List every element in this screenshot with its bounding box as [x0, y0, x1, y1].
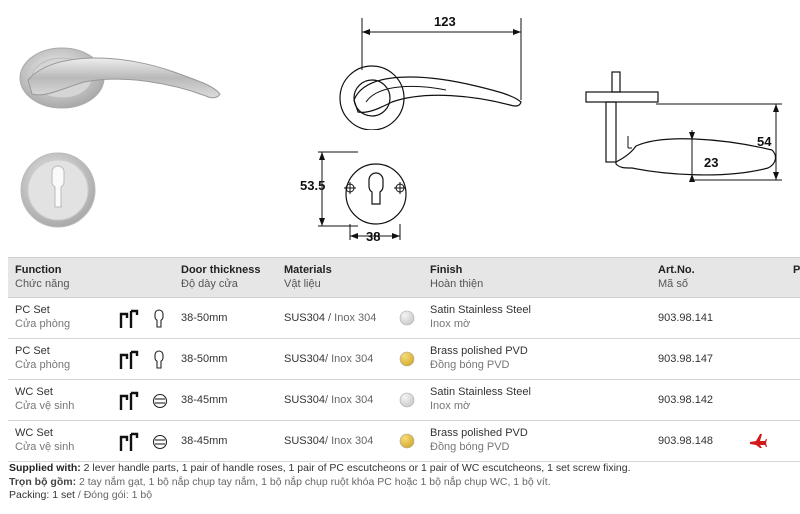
material-separator: / [324, 435, 332, 447]
product-table [8, 257, 800, 462]
header-thickness-en: Door thickness [181, 264, 261, 276]
cell-materials [284, 352, 373, 366]
table-header [8, 257, 800, 298]
material-main: SUS304 [284, 353, 325, 365]
header-function-en: Function [15, 264, 62, 276]
pc-rose-photo [18, 150, 98, 230]
cell-door-thickness: 38-50mm [181, 353, 228, 365]
note-packing-vi-label: / Đóng gói: [77, 489, 129, 501]
note-supplied [9, 462, 631, 476]
cell-materials [284, 434, 373, 448]
header-art-no [658, 263, 695, 291]
cell-function-icons [118, 349, 178, 371]
lever-handle-icon [118, 390, 140, 416]
function-vi: Cửa phòng [15, 318, 71, 330]
notes-block [9, 462, 631, 503]
finish-vi: Inox mờ [430, 400, 471, 412]
finish-swatch [399, 310, 415, 330]
header-art-en: Art.No. [658, 264, 695, 276]
cell-art-no: 903.98.148 [658, 435, 714, 447]
cell-finish [430, 426, 528, 454]
cell-art-no: 903.98.142 [658, 394, 714, 406]
wc-turn-icon [152, 390, 168, 416]
cell-finish [430, 303, 531, 331]
header-materials-vi: Vật liệu [284, 278, 321, 290]
dim-side-height-label: 54 [757, 134, 772, 149]
finish-vi: Đồng bóng PVD [430, 441, 510, 453]
lever-handle-icon [118, 308, 140, 334]
cell-function-icons [118, 390, 178, 412]
pc-cylinder-icon [152, 349, 166, 375]
airplane-icon [749, 433, 767, 453]
cell-function-icons [118, 431, 178, 453]
front-view-drawing [296, 10, 536, 130]
cell-finish [430, 385, 531, 413]
table-row [8, 421, 800, 462]
header-finish-vi: Hoàn thiện [430, 278, 484, 290]
cell-finish [430, 344, 528, 372]
table-body [8, 298, 800, 462]
lever-handle-icon [118, 349, 140, 375]
wc-turn-icon [152, 431, 168, 457]
finish-en: Brass polished PVD [430, 427, 528, 439]
header-extra-text: P [793, 264, 800, 276]
cell-function [15, 344, 70, 372]
header-thickness [181, 263, 260, 291]
finish-swatch [399, 392, 415, 412]
material-separator: / [324, 312, 335, 324]
material-main: SUS304 [284, 435, 325, 447]
material-vi: Inox 304 [331, 353, 374, 365]
material-separator: / [324, 394, 332, 406]
cell-materials [284, 311, 376, 325]
lever-handle-icon [118, 431, 140, 457]
function-vi: Cửa vệ sinh [15, 441, 75, 453]
function-vi: Cửa vệ sinh [15, 400, 75, 412]
note-packing [9, 489, 631, 503]
note-packing-vi-text: 1 bộ [128, 489, 153, 501]
header-function-vi: Chức năng [15, 278, 70, 290]
finish-vi: Đồng bóng PVD [430, 359, 510, 371]
finish-swatch [399, 351, 415, 371]
lever-handle-photo [14, 24, 234, 124]
header-materials [284, 263, 332, 291]
cell-door-thickness: 38-50mm [181, 312, 228, 324]
note-tron-bo [9, 476, 631, 490]
note-packing-label: Packing: [9, 489, 50, 501]
material-main: SUS304 [284, 394, 325, 406]
cell-art-no: 903.98.141 [658, 312, 714, 324]
material-vi: Inox 304 [331, 394, 374, 406]
function-vi: Cửa phòng [15, 359, 71, 371]
note-supplied-label: Supplied with: [9, 462, 81, 474]
dim-rose-height-label: 53.5 [300, 178, 326, 193]
table-row [8, 380, 800, 421]
finish-en: Brass polished PVD [430, 345, 528, 357]
note-tron-label: Trọn bộ gồm: [9, 475, 77, 488]
header-function [15, 263, 69, 291]
finish-vi: Inox mờ [430, 318, 471, 330]
note-packing-text: 1 set [49, 489, 78, 501]
note-supplied-text: 2 lever handle parts, 1 pair of handle roses, 1 pair of PC escutcheons or 1 pair of WC escutcheons, 1 set screw fixing. [80, 462, 631, 474]
cell-function [15, 426, 74, 454]
cell-function [15, 385, 74, 413]
finish-en: Satin Stainless Steel [430, 304, 531, 316]
function-en: PC Set [15, 304, 50, 316]
cell-door-thickness: 38-45mm [181, 394, 228, 406]
function-en: WC Set [15, 386, 53, 398]
material-vi: Inox 304 [334, 312, 377, 324]
cell-function [15, 303, 70, 331]
cell-materials [284, 393, 373, 407]
pc-cylinder-icon [152, 308, 166, 334]
table-row [8, 339, 800, 380]
dim-side-inner-label: 23 [704, 155, 719, 170]
cell-art-no: 903.98.147 [658, 353, 714, 365]
finish-swatch [399, 433, 415, 453]
material-vi: Inox 304 [331, 435, 374, 447]
dim-width-label: 123 [434, 14, 456, 29]
table-row [8, 298, 800, 339]
material-separator: / [324, 353, 332, 365]
header-thickness-vi: Độ dày cửa [181, 278, 238, 290]
product-figures [0, 0, 800, 256]
note-tron-text: 2 tay nắm gạt, 1 bộ nắp chụp tay nắm, 1 bộ nắp chụp ruột khóa PC hoặc 1 bộ nắp chụp WC, 1 bộ vít. [76, 475, 551, 488]
dim-rose-width-label: 38 [366, 229, 381, 244]
cell-function-icons [118, 308, 178, 330]
header-extra [793, 263, 800, 277]
material-main: SUS304 [284, 312, 325, 324]
cell-door-thickness: 38-45mm [181, 435, 228, 447]
function-en: WC Set [15, 427, 53, 439]
header-materials-en: Materials [284, 264, 332, 276]
header-finish [430, 263, 483, 291]
function-en: PC Set [15, 345, 50, 357]
header-art-vi: Mã số [658, 278, 688, 290]
side-view-drawing [572, 64, 792, 194]
header-finish-en: Finish [430, 264, 463, 276]
finish-en: Satin Stainless Steel [430, 386, 531, 398]
